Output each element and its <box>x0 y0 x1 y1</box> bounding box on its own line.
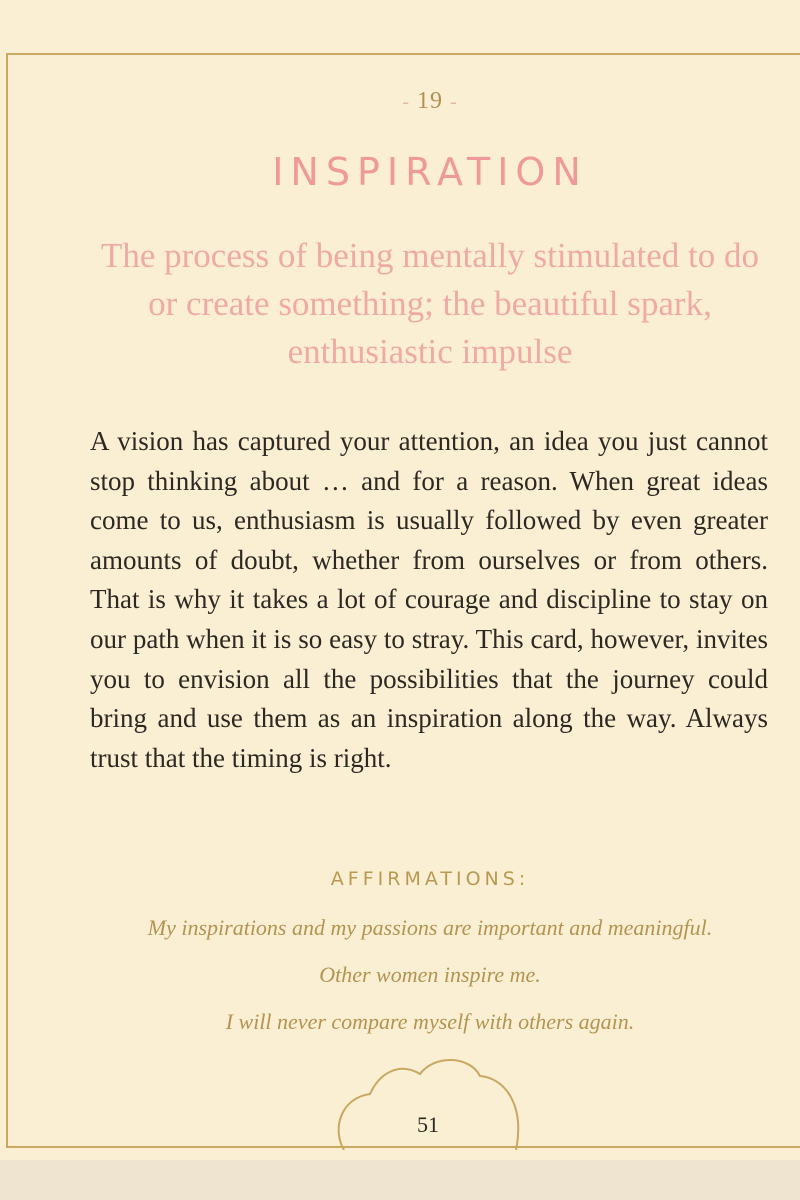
page-bottom-edge <box>0 1160 800 1200</box>
card-title: INSPIRATION <box>272 150 588 194</box>
card-definition: The process of being mentally stimulated to do or create something; the beautiful spark, enthusiastic impulse <box>100 236 760 371</box>
affirmations-list <box>0 904 800 1045</box>
card-number-value: 19 <box>417 88 443 114</box>
affirmations-heading: AFFIRMATIONS: <box>330 868 530 890</box>
affirmation-item: My inspirations and my passions are important and meaningful. <box>147 915 713 940</box>
affirmation-item: I will never compare myself with others again. <box>225 1009 635 1034</box>
card-number-dash-right: - <box>450 91 458 113</box>
card-number-dash-left: - <box>402 91 410 113</box>
card-number <box>0 88 800 115</box>
card-body-text: A vision has captured your attention, an idea you just cannot stop thinking about … and for a reason. When great ideas come to us, enthusiasm is usually followed by even greater amounts of doubt, whether from ourselves or from others. That is why it takes a lot of courage and discipline to stay on our path when it is so easy to stray. This card, however, invites you to envision all the possibilities that the journey could bring and use them as an inspiration along the way. Always trust that the timing is right. <box>90 426 768 773</box>
affirmation-item: Other women inspire me. <box>319 962 541 987</box>
page-number: 51 <box>417 1112 439 1137</box>
